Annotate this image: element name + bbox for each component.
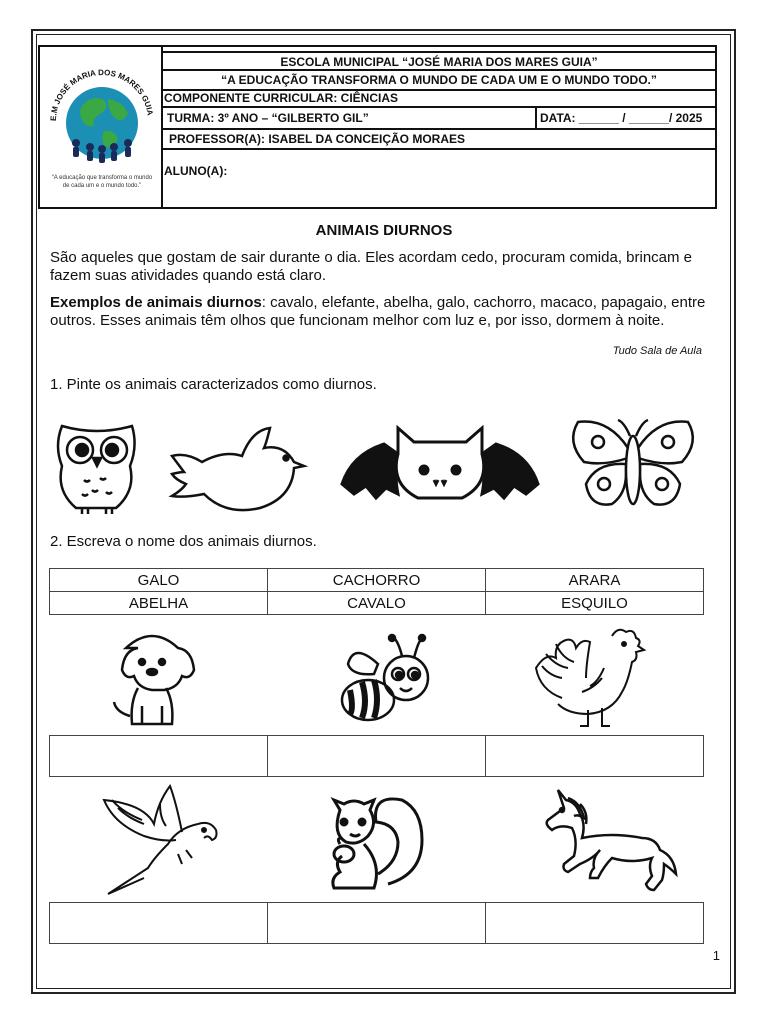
answer-box[interactable] <box>49 902 268 944</box>
school-name: ESCOLA MUNICIPAL “JOSÉ MARIA DOS MARES GUIA” <box>280 55 598 69</box>
word-bank-cell: ESQUILO <box>486 592 704 615</box>
school-logo <box>40 47 163 207</box>
logo-arc-text: E.M JOSÉ MARIA DOS MARES GUIA <box>48 67 155 122</box>
svg-text:“A educação que transforma o m: “A educação que transforma o mundo <box>51 175 153 181</box>
parrot-icon <box>98 784 224 898</box>
rooster-icon <box>532 626 648 732</box>
word-bank-cell: CACHORRO <box>268 569 486 592</box>
answer-box[interactable] <box>486 735 704 777</box>
word-bank-cell: CAVALO <box>268 592 486 615</box>
date-field[interactable]: DATA: ______ / ______/ 2025 <box>535 108 720 128</box>
school-motto: “A EDUCAÇÃO TRANSFORMA O MUNDO DE CADA UM E O MUNDO TODO.” <box>221 73 657 87</box>
word-bank-row <box>50 569 704 592</box>
word-bank-row <box>50 592 704 615</box>
svg-text:de cada um e o mundo todo.”: de cada um e o mundo todo.” <box>62 183 142 189</box>
horse-icon <box>528 784 678 898</box>
curricular-component: COMPONENTE CURRICULAR: CIÊNCIAS <box>164 91 398 105</box>
motto-row <box>163 71 715 91</box>
question-1: 1. Pinte os animais caracterizados como diurnos. <box>50 376 377 393</box>
answer-box[interactable] <box>49 735 268 777</box>
professor-row <box>163 130 715 150</box>
answer-box[interactable] <box>268 735 486 777</box>
examples-label: Exemplos de animais diurnos <box>50 294 262 311</box>
answer-row-2 <box>49 902 704 944</box>
answer-box[interactable] <box>268 902 486 944</box>
school-name-row <box>163 51 715 71</box>
butterfly-icon[interactable] <box>568 418 698 510</box>
intro-paragraph: São aqueles que gostam de sair durante o dia. Eles acordam cedo, procuram comida, brincam e fazem suas atividades quando está claro. <box>50 249 693 284</box>
question-2: 2. Escreva o nome dos animais diurnos. <box>50 533 317 550</box>
bird-icon[interactable] <box>166 418 314 514</box>
owl-icon[interactable] <box>52 418 142 516</box>
bat-icon[interactable] <box>340 424 540 508</box>
student-row[interactable] <box>163 150 715 207</box>
professor-name: PROFESSOR(A): ISABEL DA CONCEIÇÃO MORAES <box>169 132 466 146</box>
squirrel-icon <box>318 784 438 896</box>
answer-row-1 <box>49 735 704 777</box>
page-number: 1 <box>712 948 720 963</box>
turma-row <box>163 108 715 130</box>
class-name: TURMA: 3º ANO – “GILBERTO GIL” <box>167 111 369 125</box>
word-bank-table <box>49 568 704 615</box>
source-credit: Tudo Sala de Aula <box>612 345 702 357</box>
word-bank-cell: ABELHA <box>50 592 268 615</box>
component-row <box>163 91 715 108</box>
word-bank-cell: GALO <box>50 569 268 592</box>
student-name-label: ALUNO(A): <box>164 164 228 178</box>
header-table <box>38 45 717 209</box>
word-bank-cell: ARARA <box>486 569 704 592</box>
dog-icon <box>108 628 196 730</box>
examples-paragraph <box>50 294 710 330</box>
examples-text: : cavalo, elefante, abelha, galo, cachorro, macaco, papagaio, entre outros. Esses animais têm olhos que funcionam melhor com luz e, por isso, dormem à noite. <box>50 294 706 329</box>
page-title: ANIMAIS DIURNOS <box>315 222 453 239</box>
bee-icon <box>322 634 432 728</box>
answer-box[interactable] <box>486 902 704 944</box>
